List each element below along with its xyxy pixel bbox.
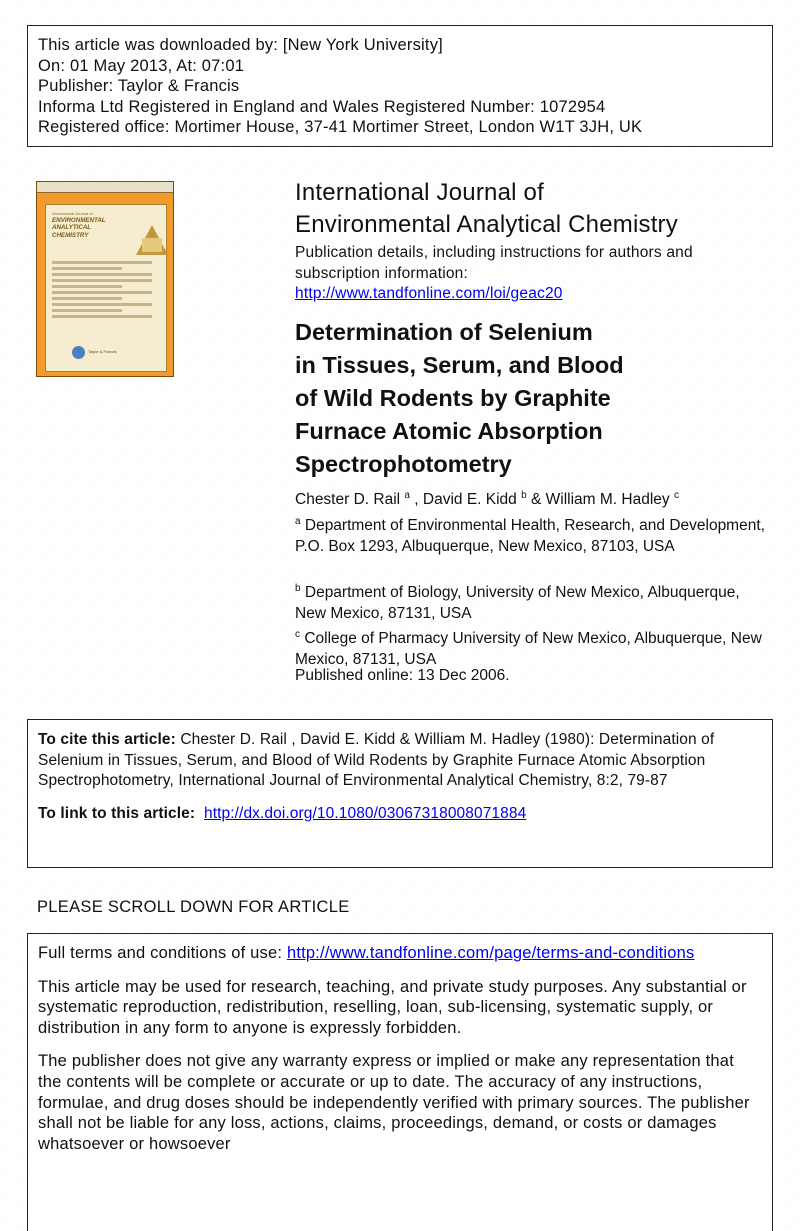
cover-journal-title: International Journal of ENVIRONMENTAL ANALYTICAL CHEMISTRY [52,211,106,239]
journal-title: International Journal of Environmental Analytical Chemistry [295,179,678,238]
publication-details [295,243,765,305]
doi-link[interactable]: http://dx.doi.org/10.1080/03067318008071884 [203,804,527,822]
terms-intro: Full terms and conditions of use: http://www.tandfonline.com/page/terms-and-conditions [38,944,695,962]
author-list: Chester D. Rail $^a$ , David E. Kidd $^b$ & William M. Hadley $^c$ [295,490,679,508]
download-info-line: On: 01 May 2013, At: 07:01 [38,56,245,75]
terms-paragraph: The publisher does not give any warranty express or implied or make any representation that the contents will be complete or accurate or up to date. The accuracy of any instructions, formulae, and drug doses should be independently verified with primary sources. The publisher shall not be liable for any loss, actions, claims, proceedings, demand, or costs or damages whatsoever or howsoever [38,1052,750,1153]
journal-url-link[interactable]: http://www.tandfonline.com/loi/geac20 [295,285,563,302]
terms-paragraph: This article may be used for research, teaching, and private study purposes. Any substantial or systematic reproduction, redistribution, reselling, loan, sub-licensing, systematic supply, or distribution in any form to anyone is expressly forbidden. [38,977,747,1037]
citation [38,730,762,792]
article-link-row [38,804,762,825]
cover-header-strip [37,182,173,193]
author-name: David E. Kidd [422,491,517,508]
citation-box [27,719,773,868]
affiliation: $^b$ Department of Biology, University of New Mexico, Albuquerque, New Mexico, 87131, USA [295,583,740,622]
publisher-logo-icon [72,346,85,359]
cover-text-lines [52,261,152,321]
download-info-line: Informa Ltd Registered in England and Wales Registered Number: 1072954 [38,97,606,116]
citation-text: Chester D. Rail , David E. Kidd & William M. Hadley (1980): Determination of Selenium in Tissues, Serum, and Blood of Wild Rodents by Graphite Furnace Atomic Absorption Spectrophotometry, International Journal of Environmental Analytical Chemistry, 8:2, 79-87 [38,731,715,789]
affiliation: $^c$ College of Pharmacy University of New Mexico, Albuquerque, New Mexico, 87131, USA [295,629,762,668]
download-info-line: Registered office: Mortimer House, 37-41 Mortimer Street, London W1T 3JH, UK [38,118,643,137]
article-link-label: To link to this article: [38,804,196,822]
download-info-line: Publisher: Taylor & Francis [38,77,240,96]
affiliation: $^a$ Department of Environmental Health, Research, and Development, P.O. Box 1293, Albuquerque, New Mexico, 87103, USA [295,516,765,555]
author-name: Chester D. Rail [295,491,401,508]
cover-panel [45,204,167,372]
citation-label: To cite this article: [38,731,176,748]
download-info-line: This article was downloaded by: [New York University] [38,36,443,54]
article-title: Determination of Selenium in Tissues, Serum, and Blood of Wild Rodents by Graphite Furnace Atomic Absorption Spectrophotometry [295,319,624,477]
cover-publisher-mark: Taylor & Francis [88,349,117,354]
author-name: William M. Hadley [545,491,670,508]
download-info-box [27,25,773,147]
published-date: Published online: 13 Dec 2006. [295,667,510,684]
terms-box [27,933,773,1231]
scroll-down-notice: PLEASE SCROLL DOWN FOR ARTICLE [37,898,350,916]
journal-cover-image [36,181,174,377]
terms-url-link[interactable]: http://www.tandfonline.com/page/terms-and-conditions [286,944,695,962]
publication-details-text: Publication details, including instructions for authors and subscription information: [295,244,693,282]
